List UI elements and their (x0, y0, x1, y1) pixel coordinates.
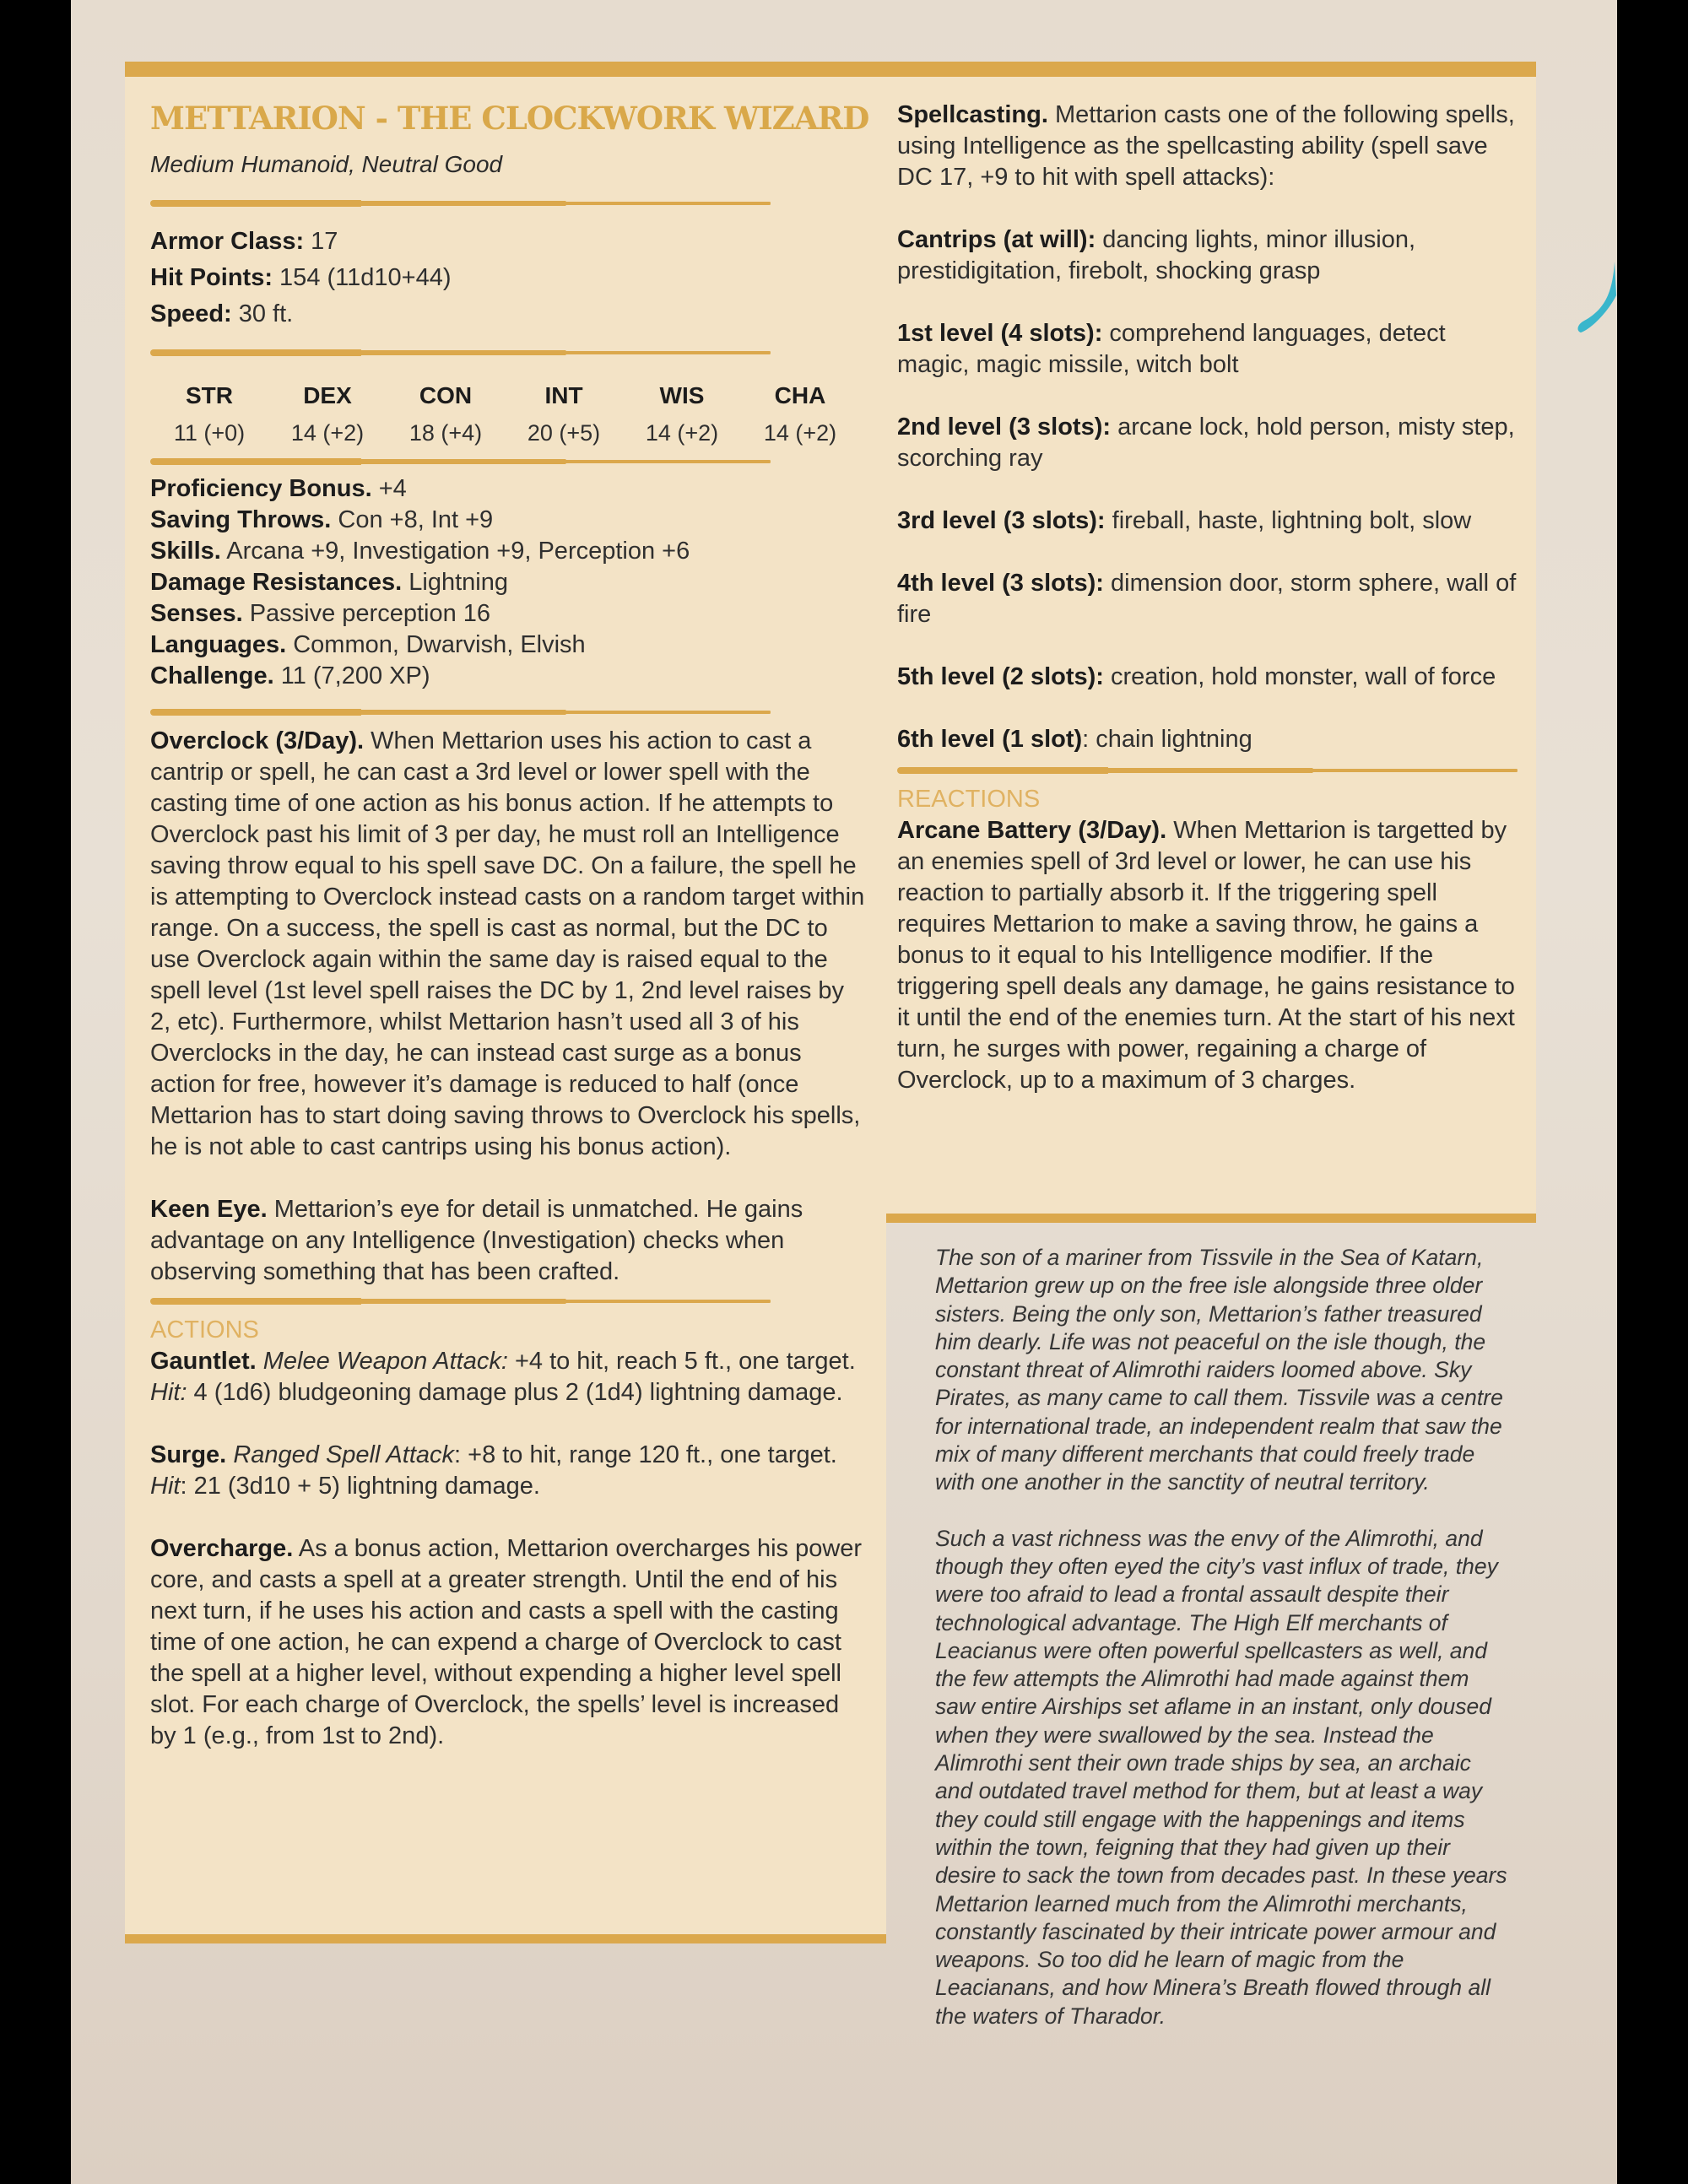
armor-class: Armor Class: 17 (150, 228, 338, 255)
damage-resistances: Damage Resistances. Lightning (150, 569, 508, 596)
section-divider (150, 458, 771, 465)
ability-wis: WIS 14 (+2) (645, 382, 719, 446)
lore-paragraph: The son of a mariner from Tissvile in the Sea of Katarn, Mettarion grew up on the free isle alongside three older sisters. Being the only son, Mettarion’s father treasured him dearly. Life was not peaceful on the isle though, the constant threat of Alimrothi raiders loomed above. Sky Pirates, as many came to call them. Tissvile was a centre for international trade, an independent realm that saw the mix of many different merchants that could freely trade with one another in the sanctity of neutral territory. (935, 1245, 1503, 1495)
ability-dex: DEX 14 (+2) (290, 382, 365, 446)
spell-level-2: 2nd level (3 slots): arcane lock, hold person, misty step, scorching ray (897, 414, 1515, 472)
lore-text (935, 1244, 1509, 2030)
spell-level-1: 1st level (4 slots): comprehend languages, detect magic, magic missile, witch bolt (897, 320, 1446, 378)
hit-points: Hit Points: 154 (11d10+44) (150, 264, 452, 291)
trait-keen-eye: Keen Eye. Mettarion’s eye for detail is unmatched. He gains advantage on any Intelligence (Investigation) checks when observing something that has been crafted. (150, 1196, 803, 1285)
senses: Senses. Passive perception 16 (150, 600, 491, 627)
actions-heading: ACTIONS (150, 1316, 259, 1343)
spell-level-4: 4th level (3 slots): dimension door, storm sphere, wall of fire (897, 570, 1517, 628)
challenge: Challenge. 11 (7,200 XP) (150, 662, 430, 689)
action-surge: Surge. Ranged Spell Attack: +8 to hit, range 120 ft., one target. Hit: 21 (3d10 + 5) lightning damage. (150, 1441, 837, 1500)
section-divider (897, 767, 1518, 774)
section-divider (150, 1298, 771, 1305)
section-divider (150, 200, 771, 207)
statblock-left-content (150, 93, 868, 1752)
right-column-bottom-bar (886, 1214, 1536, 1223)
speed: Speed: 30 ft. (150, 300, 294, 327)
paint-splash-decoration (1574, 262, 1616, 338)
monster-title: METTARION - THE CLOCKWORK WIZARD (150, 100, 869, 137)
spell-level-3: 3rd level (3 slots): fireball, haste, lightning bolt, slow (897, 507, 1472, 534)
skills: Skills. Arcana +9, Investigation +9, Perception +6 (150, 538, 690, 565)
spellcasting-intro: Spellcasting. Mettarion casts one of the following spells, using Intelligence as the spellcasting ability (spell save DC 17, +9 to hit with spell attacks): (897, 101, 1515, 191)
reactions-heading: REACTIONS (897, 786, 1041, 813)
trait-overclock: Overclock (3/Day). When Mettarion uses his action to cast a cantrip or spell, he can cast a 3rd level or lower spell with the casting time of one action as his bonus action. If he attempts to Overclock past his limit of 3 per day, he must roll an Intelligence saving throw equal to his spell save DC. On a failure, the spell he is attempting to Overclock instead casts on a random target within range. On a success, the spell is cast as normal, but the DC to use Overclock again within the same day is raised equal to the spell level (1st level spell raises the DC by 1, 2nd level raises by 2, etc). Furthermore, whilst Mettarion hasn’t used all 3 of his Overclocks in the day, he can instead cast surge as a bonus action for free, however it’s damage is reduced to half (once Mettarion has to start doing saving throws to Overclock his spells, he is not able to cast cantrips using his bonus action). (150, 727, 865, 1160)
ability-scores (150, 377, 859, 451)
monster-type: Medium Humanoid, Neutral Good (150, 151, 503, 177)
spell-level-6: 6th level (1 slot): chain lightning (897, 726, 1252, 753)
languages: Languages. Common, Dwarvish, Elvish (150, 631, 586, 658)
section-divider (150, 709, 771, 716)
spell-level-cantrips: Cantrips (at will): dancing lights, minor illusion, prestidigitation, firebolt, shocking grasp (897, 226, 1416, 284)
action-gauntlet: Gauntlet. Melee Weapon Attack: +4 to hit, reach 5 ft., one target. Hit: 4 (1d6) bludgeoning damage plus 2 (1d4) lightning damage. (150, 1348, 856, 1406)
ability-int: INT 20 (+5) (527, 382, 601, 446)
proficiency-bonus: Proficiency Bonus. +4 (150, 475, 407, 502)
statblock-right-content (897, 100, 1522, 1096)
spell-level-5: 5th level (2 slots): creation, hold monster, wall of force (897, 663, 1496, 690)
left-column-bottom-bar (125, 1934, 886, 1943)
ability-con: CON 18 (+4) (408, 382, 483, 446)
ability-cha: CHA 14 (+2) (763, 382, 837, 446)
statblock-top-bar (125, 62, 1536, 77)
ability-str: STR 11 (+0) (173, 382, 246, 446)
section-divider (150, 349, 771, 356)
lore-paragraph: Such a vast richness was the envy of the Alimrothi, and though they often eyed the city’s vast influx of trade, they were too afraid to lead a frontal assault despite their technological advantage. The High Elf merchants of Leacianus were often powerful spellcasters as well, and the few attempts the Alimrothi had made against them saw entire Airships set aflame in an instant, only doused when they were swallowed by the sea. Instead the Alimrothi sent their own trade ships by sea, an archaic and outdated travel method for them, but at least a way they could still engage with the happenings and items within the town, feigning that they had given up their desire to sack the town from decades past. In these years Mettarion learned much from the Alimrothi merchants, constantly fascinated by their intricate power armour and weapons. So too did he learn of magic from the Leacianans, and how Minera’s Breath flowed through all the waters of Tharador. (935, 1525, 1507, 2029)
reaction-arcane-battery: Arcane Battery (3/Day). When Mettarion is targetted by an enemies spell of 3rd level or lower, he can use his reaction to partially absorb it. If the triggering spell requires Mettarion to make a saving throw, he gains a bonus to it equal to his Intelligence modifier. If the triggering spell deals any damage, he gains resistance to it until the end of the enemies turn. At the start of his next turn, he surges with power, regaining a charge of Overclock, up to a maximum of 3 charges. (897, 817, 1515, 1094)
saving-throws: Saving Throws. Con +8, Int +9 (150, 506, 494, 533)
action-overcharge: Overcharge. As a bonus action, Mettarion overcharges his power core, and casts a spell at a greater strength. Until the end of his next turn, if he uses his action and casts a spell with the casting time of one action, he can expend a charge of Overclock to cast the spell at a higher level, without expending a higher level spell slot. For each charge of Overclock, the spells’ level is increased by 1 (e.g., from 1st to 2nd). (150, 1535, 863, 1749)
